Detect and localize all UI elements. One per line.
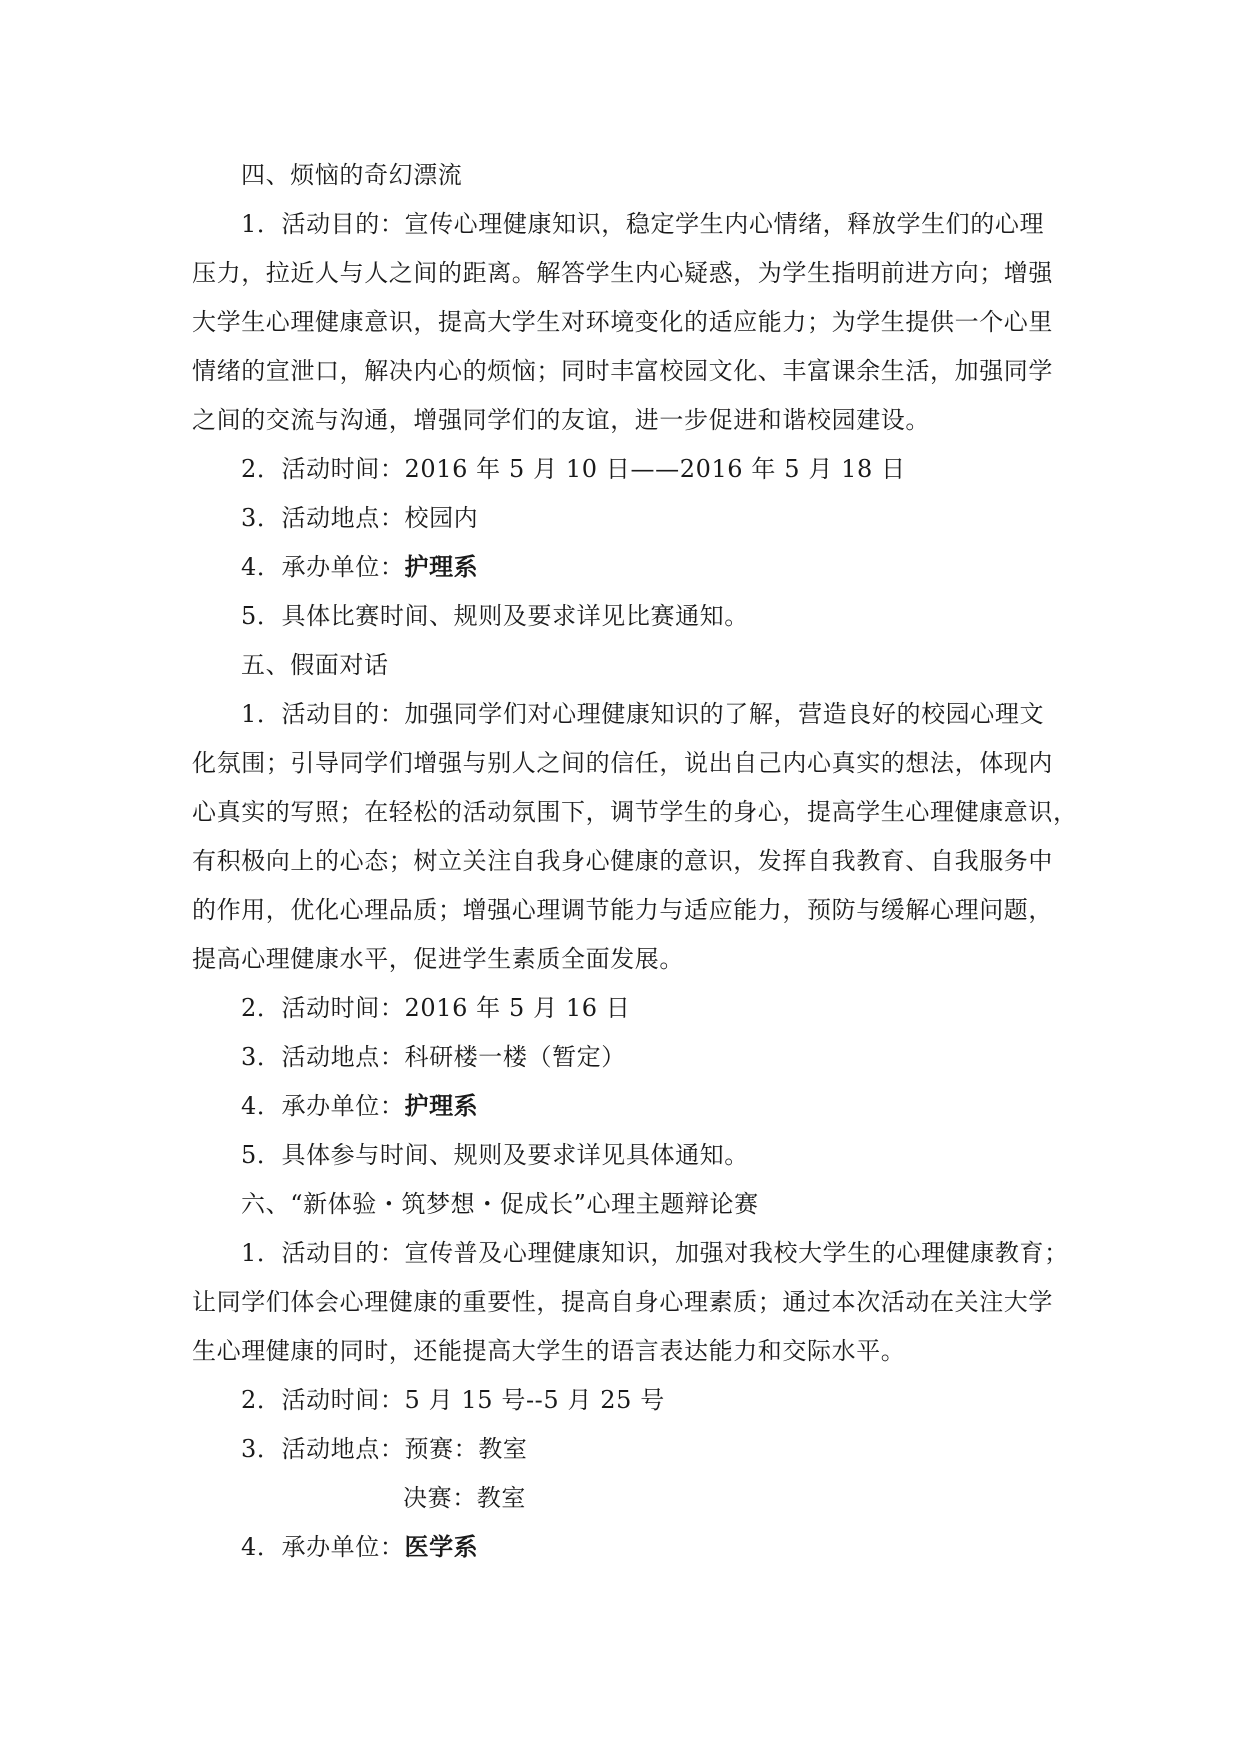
paragraph-line: 之间的交流与沟通，增强同学们的友谊，进一步促进和谐校园建设。	[192, 406, 930, 434]
section-heading: 六、“新体验・筑梦想・促成长”心理主题辩论赛	[241, 1190, 759, 1218]
activity-time: 2．活动时间：5 月 15 号--5 月 25 号	[241, 1386, 665, 1414]
activity-place: 3．活动地点：科研楼一楼（暂定）	[241, 1043, 626, 1071]
activity-place-final: 决赛：教室	[403, 1484, 526, 1512]
organizer-value: 护理系	[404, 1092, 479, 1120]
organizer-label: 4．承办单位：	[241, 1533, 405, 1561]
paragraph-line: 1．活动目的：宣传心理健康知识，稳定学生内心情绪，释放学生们的心理	[241, 210, 1045, 238]
paragraph-line: 有积极向上的心态；树立关注自我身心健康的意识，发挥自我教育、自我服务中	[192, 847, 1053, 875]
organizer-line	[241, 1532, 478, 1562]
paragraph-line: 心真实的写照；在轻松的活动氛围下，调节学生的身心，提高学生心理健康意识，	[192, 798, 1078, 826]
paragraph-line: 1．活动目的：加强同学们对心理健康知识的了解，营造良好的校园心理文	[241, 700, 1045, 728]
paragraph-line: 情绪的宣泄口，解决内心的烦恼；同时丰富校园文化、丰富课余生活，加强同学	[192, 357, 1053, 385]
organizer-label: 4．承办单位：	[241, 553, 405, 581]
organizer-label: 4．承办单位：	[241, 1092, 405, 1120]
organizer-line	[241, 552, 478, 582]
activity-place: 3．活动地点：校园内	[241, 504, 479, 532]
paragraph-line: 生心理健康的同时，还能提高大学生的语言表达能力和交际水平。	[192, 1337, 906, 1365]
paragraph-line: 的作用，优化心理品质；增强心理调节能力与适应能力，预防与缓解心理问题，	[192, 896, 1053, 924]
organizer-value: 医学系	[404, 1533, 479, 1561]
activity-time: 2．活动时间：2016 年 5 月 16 日	[241, 994, 631, 1022]
paragraph-line: 化氛围；引导同学们增强与别人之间的信任，说出自己内心真实的想法，体现内	[192, 749, 1053, 777]
activity-time: 2．活动时间：2016 年 5 月 10 日——2016 年 5 月 18 日	[241, 455, 906, 483]
paragraph-line: 压力，拉近人与人之间的距离。解答学生内心疑惑，为学生指明前进方向；增强	[192, 259, 1053, 287]
paragraph-line: 大学生心理健康意识，提高大学生对环境变化的适应能力；为学生提供一个心里	[192, 308, 1053, 336]
details-note: 5．具体参与时间、规则及要求详见具体通知。	[241, 1141, 749, 1169]
organizer-line	[241, 1091, 478, 1121]
activity-place: 3．活动地点：预赛：教室	[241, 1435, 528, 1463]
paragraph-line: 1．活动目的：宣传普及心理健康知识，加强对我校大学生的心理健康教育；	[241, 1239, 1069, 1267]
paragraph-line: 提高心理健康水平，促进学生素质全面发展。	[192, 945, 684, 973]
section-heading: 四、烦恼的奇幻漂流	[241, 161, 463, 189]
organizer-value: 护理系	[404, 553, 479, 581]
section-heading: 五、假面对话	[241, 651, 389, 679]
details-note: 5．具体比赛时间、规则及要求详见比赛通知。	[241, 602, 749, 630]
paragraph-line: 让同学们体会心理健康的重要性，提高自身心理素质；通过本次活动在关注大学	[192, 1288, 1053, 1316]
